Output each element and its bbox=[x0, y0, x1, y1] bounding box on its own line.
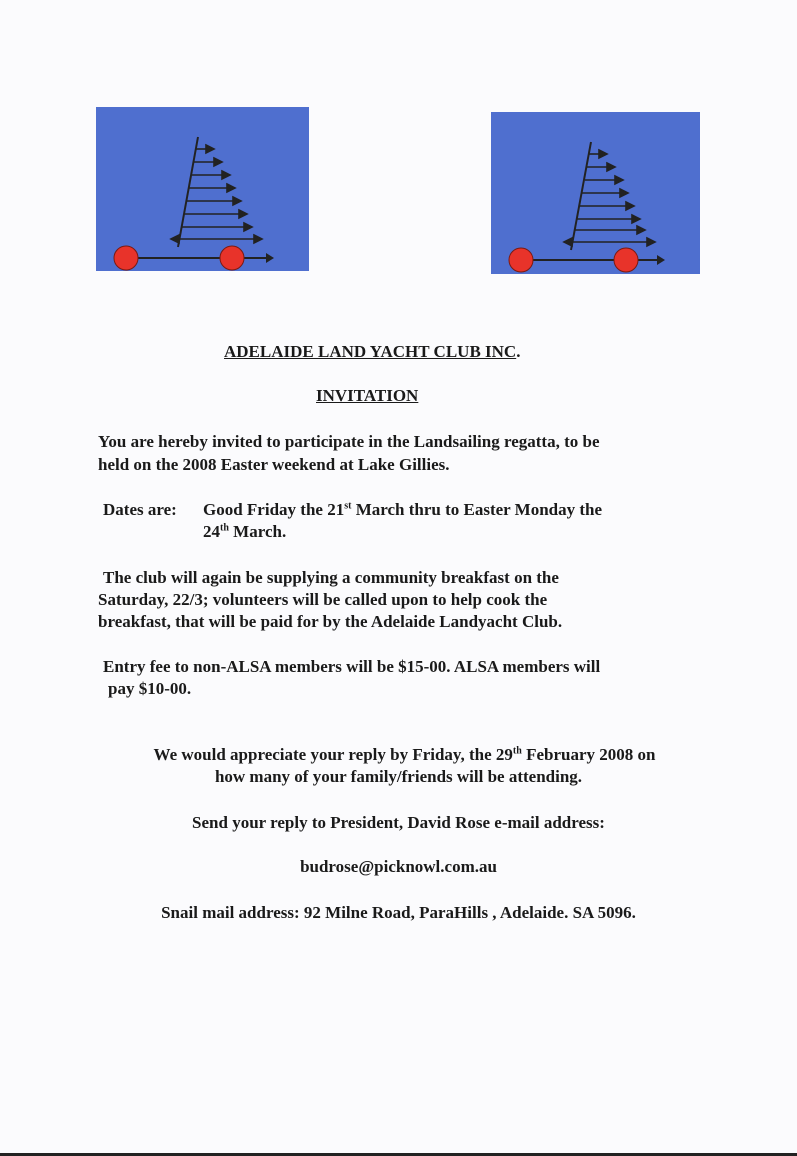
land-yacht-sail-icon bbox=[96, 107, 309, 271]
invitation-heading: INVITATION bbox=[316, 386, 419, 405]
intro-line-2: held on the 2008 Easter weekend at Lake Gillies. bbox=[98, 455, 450, 474]
snail-mail-address: Snail mail address: 92 Milne Road, ParaHills , Adelaide. SA 5096. bbox=[161, 903, 636, 922]
reply-line-1 bbox=[6, 744, 797, 766]
reply-text-2: February 2008 on bbox=[521, 745, 656, 764]
dates-line-2 bbox=[203, 521, 286, 542]
fee-line-2: pay $10-00. bbox=[108, 679, 192, 698]
reply-sup: th bbox=[512, 745, 522, 757]
breakfast-line-3: breakfast, that will be paid for by the Adelaide Landyacht Club. bbox=[98, 612, 563, 631]
dates-sup-2: th bbox=[220, 522, 229, 534]
dates-text-1: Good Friday the 21 bbox=[203, 500, 345, 519]
email-address[interactable]: budrose@picknowl.com.au bbox=[300, 857, 497, 876]
club-title-period: . bbox=[516, 342, 521, 361]
club-logo-left bbox=[96, 107, 309, 271]
dates-label: Dates are: bbox=[103, 500, 177, 519]
club-title-text: ADELAIDE LAND YACHT CLUB INC bbox=[224, 342, 517, 361]
send-reply-line: Send your reply to President, David Rose e-mail address: bbox=[192, 813, 605, 832]
reply-text-1: We would appreciate your reply by Friday, the 29 bbox=[153, 745, 513, 764]
reply-line-2: how many of your family/friends will be attending. bbox=[214, 767, 583, 786]
breakfast-line-2: Saturday, 22/3; volunteers will be called upon to help cook the bbox=[98, 590, 548, 609]
dates-text-2: March thru to Easter Monday the bbox=[351, 500, 603, 519]
land-yacht-sail-icon bbox=[491, 112, 700, 274]
club-logo-right bbox=[491, 112, 700, 274]
breakfast-line-1: The club will again be supplying a community breakfast on the bbox=[103, 568, 559, 587]
dates-line-1 bbox=[203, 499, 602, 520]
dates-text-3: 24 bbox=[203, 522, 220, 541]
fee-line-1: Entry fee to non-ALSA members will be $15-00. ALSA members will bbox=[103, 657, 601, 676]
club-title bbox=[224, 342, 520, 362]
dates-sup-1: st bbox=[344, 500, 352, 512]
dates-text-4: March. bbox=[228, 522, 287, 541]
intro-line-1: You are hereby invited to participate in the Landsailing regatta, to be bbox=[98, 432, 600, 451]
